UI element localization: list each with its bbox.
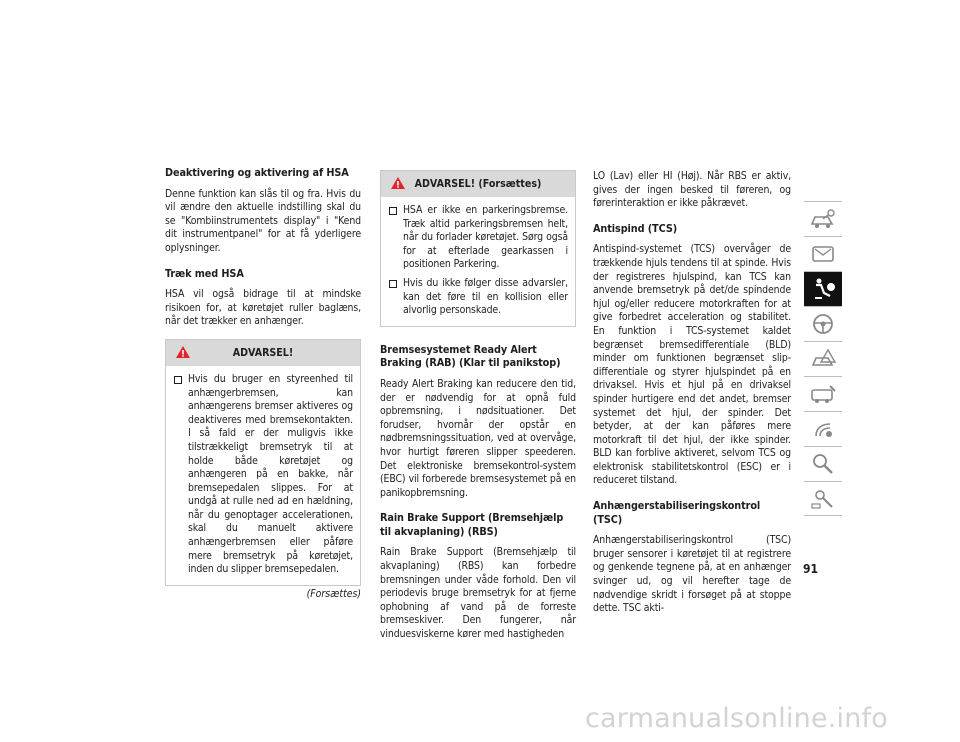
heading-rab: Bremsesystemet Ready Alert Braking (RAB) (Klar til panikstop) — [380, 342, 561, 370]
paragraph-tcs: Antispind-systemet (TCS) overvåger de trækkende hjuls tendens til at spinde. Hvis der registreres hjulspind, kan TCS kan anvende bremsetryk på det/de spindende hjul og/eller reducere motorkraften for at give forbedret acceleration og stabilitet. En funktion i TCS-systemet kaldet begrænset bremsedifferentiale (BLD) minder om funktionen begrænset slip-differentiale og styrer hjulspindet på en drivaksel. Hvis et hjul på en drivaksel spinder hurtigere end det andet, bremser systemet det hjul, der spinder. Det betyder, at der kan påføres mere motorkraft til det hjul, der ikke spinder. BLD kan forblive aktiveret, selvom TCS og elektronisk stabilitetskontrol (ESC) er i reduceret tilstand. — [593, 243, 791, 487]
warning-title: ADVARSEL! — [232, 346, 294, 359]
paragraph-tsc: Anhængerstabiliseringskontrol (TSC) bruger sensorer i køretøjet til at registrere og genkende tegnene på, at en anhænger svinger ud, og vil herefter tage de nødvendige skridt i forsøget på at stoppe dette. TSC akti- — [593, 534, 791, 615]
tab-servicing[interactable] — [804, 376, 842, 411]
tab-technical-specifications[interactable] — [804, 481, 842, 516]
search-magnifier-icon — [808, 451, 838, 477]
warning-item-text: HSA er ikke en parkeringsbremse. Træk altid parkeringsbremsen helt, når du forlader køretøjet. Sørg også for at efterlade gearkassen i positionen Parkering. — [403, 204, 568, 271]
warning-header — [166, 340, 360, 366]
steering-wheel-icon — [808, 311, 838, 337]
chapter-tabs — [804, 201, 842, 516]
watermark: carmanualsonline.info — [585, 703, 888, 734]
heading-tsc: Anhængerstabiliseringskontrol (TSC) — [593, 499, 761, 526]
warning-box-continued — [380, 170, 576, 327]
paragraph-towing-hsa: HSA vil også bidrage til at mindske risikoen for, at køretøjet ruller baglæns, når det trækker en anhænger. — [165, 288, 361, 328]
gps-radio-icon — [808, 416, 838, 442]
warning-item — [389, 204, 568, 272]
tab-safety[interactable] — [804, 271, 842, 306]
bullet-box-icon — [389, 207, 397, 215]
warning-item-text: Hvis du bruger en styreenhed til anhængerbremsen, kan anhængerens bremser aktiveres og deaktiveres med bremsekontakten. I så fald er der muligvis ikke tilstrækkeligt bremsetryk til at holde både køretøjet og anhængeren på en bakke, når bremsepedalen slippes. For at undgå at rulle ned ad en hældning, når du genoptager accelerationen, skal du manuelt aktivere anhængerbremsen eller påføre mere bremsetryk på køretøjet, inden du slipper bremsepedalen. — [188, 372, 353, 576]
tab-instrument-panel[interactable] — [804, 236, 842, 271]
heading-towing-hsa: Træk med HSA — [165, 266, 244, 280]
column-3 — [593, 170, 791, 616]
car-service-icon — [808, 381, 838, 407]
page-number: 91 — [803, 562, 819, 576]
warning-header — [381, 171, 575, 197]
paragraph-hsa-toggle: Denne funktion kan slås til og fra. Hvis du vil ændre den aktuelle indstilling skal du se "Kombiinstrumentets display" i "Kend dit instrumentpanel" for at få yderligere oplysninger. — [165, 187, 361, 254]
continued-label: (Forsættes) — [306, 587, 361, 600]
heading-hsa-toggle: Deaktivering og aktivering af HSA — [165, 166, 349, 179]
warning-box — [165, 339, 361, 586]
tab-index[interactable] — [804, 446, 842, 481]
warning-title: ADVARSEL! (Forsættes) — [414, 178, 542, 190]
warning-body — [381, 197, 575, 326]
paragraph-rab: Ready Alert Braking kan reducere den tid, der er nødvendig for at opnå fuld opbremsning, i nødsituationer. Det forudser, hvornår der opstår en nødbremsningssituation, ved at overvåge, hvor hurtigt føreren slipper speederen. Det elektroniske bremsekontrol-system (EBC) vil forberede bremsesystemet på en panikopbremsning. — [380, 377, 576, 499]
airbag-safety-icon — [808, 276, 838, 302]
heading-tcs: Antispind (TCS) — [593, 221, 678, 235]
heading-rbs: Rain Brake Support (Bremsehjælp til akvaplaning) (RBS) — [380, 511, 564, 538]
warning-item — [174, 373, 353, 577]
tab-multimedia[interactable] — [804, 411, 842, 446]
column-1 — [165, 166, 361, 600]
tab-driving[interactable] — [804, 306, 842, 341]
warning-body — [166, 366, 360, 585]
column-2 — [380, 170, 576, 642]
specs-wrench-icon — [808, 486, 838, 512]
tab-getting-to-know-vehicle[interactable] — [804, 201, 842, 236]
warning-triangle-icon — [390, 176, 406, 190]
bullet-box-icon — [174, 376, 182, 384]
warning-car-icon — [808, 346, 838, 372]
dashboard-message-icon — [808, 241, 838, 267]
warning-triangle-icon — [175, 345, 191, 359]
paragraph-rbs: Rain Brake Support (Bremsehjælp til akvaplaning) (RBS) kan forbedre bremsningen under våde forhold. Den vil periodevis bruge bremsetryk for at fjerne ophobning af vand på de forreste bremseskiver. Den fungerer, når vinduesviskerne kører med hastigheden — [380, 546, 576, 641]
warning-item-text: Hvis du ikke følger disse advarsler, kan det føre til en kollision eller alvorlig personskade. — [403, 276, 568, 317]
tab-emergency[interactable] — [804, 341, 842, 376]
warning-item — [389, 277, 568, 318]
bullet-box-icon — [389, 280, 397, 288]
paragraph-rbs-continued: LO (Lav) eller HI (Høj). Når RBS er aktiv, gives der ingen besked til føreren, og førerinteraktion er ikke påkrævet. — [593, 170, 791, 210]
car-key-icon — [808, 206, 838, 232]
